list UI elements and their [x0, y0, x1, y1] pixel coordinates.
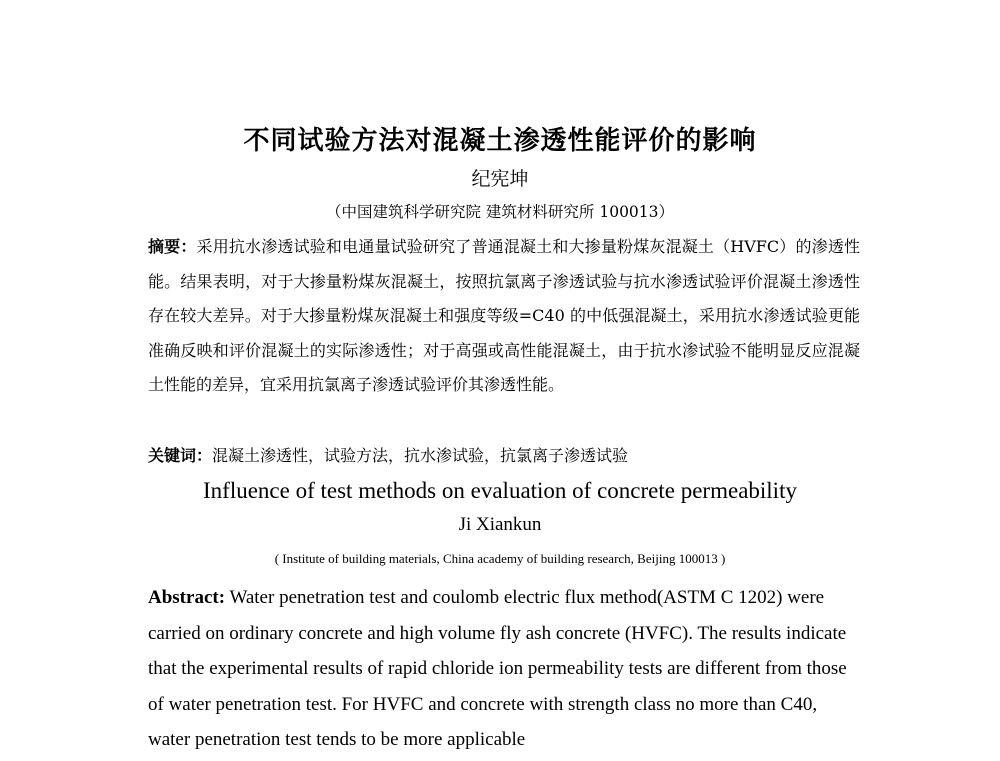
affiliation-en: ( Institute of building materials, China academy of building research, Beijing 100013 )	[274, 551, 726, 566]
paper-title-zh: 不同试验方法对混凝土渗透性能评价的影响	[243, 126, 757, 156]
paper-title-en: Influence of test methods on evaluation of concrete permeability	[203, 478, 797, 503]
keywords-text-zh: 混凝土渗透性，试验方法，抗水渗试验，抗氯离子渗透试验	[212, 446, 629, 465]
abstract-text-zh: 采用抗水渗透试验和电通量试验研究了普通混凝土和大掺量粉煤灰混凝土（HVFC）的渗透性能。结果表明，对于大掺量粉煤灰混凝土，按照抗氯离子渗透试验与抗水渗透试验评价混凝土渗透性存在较大差异。对于大掺量粉煤灰混凝土和强度等级=C40 的中低强混凝土，采用抗水渗透试验更能准确反映和评价混凝土的实际渗透性；对于高强或高性能混凝土，由于抗水渗试验不能明显反应混凝土性能的差异，宜采用抗氯离子渗透试验评价其渗透性能。	[148, 237, 860, 394]
abstract-en	[148, 580, 848, 758]
abstract-label-zh: 摘要：	[148, 237, 197, 256]
author-name-zh: 纪宪坤	[471, 168, 529, 190]
abstract-label-en: Abstract:	[148, 587, 226, 608]
author-name-en: Ji Xiankun	[458, 514, 542, 535]
keywords-label-zh: 关键词：	[148, 446, 213, 465]
abstract-text-en: Water penetration test and coulomb electric flux method(ASTM C 1202) were carried on ordinary concrete and high volume fly ash concrete (HVFC). The results indicate that the experimental results of rapid chloride ion permeability tests are different from those of water penetration test. For HVFC and concrete with strength class no more than C40, water penetration test tends to be more applicable	[148, 587, 847, 750]
abstract-zh	[148, 230, 860, 403]
affiliation-zh: （中国建筑科学研究院 建筑材料研究所 100013）	[325, 203, 675, 221]
keywords-zh	[148, 443, 628, 466]
